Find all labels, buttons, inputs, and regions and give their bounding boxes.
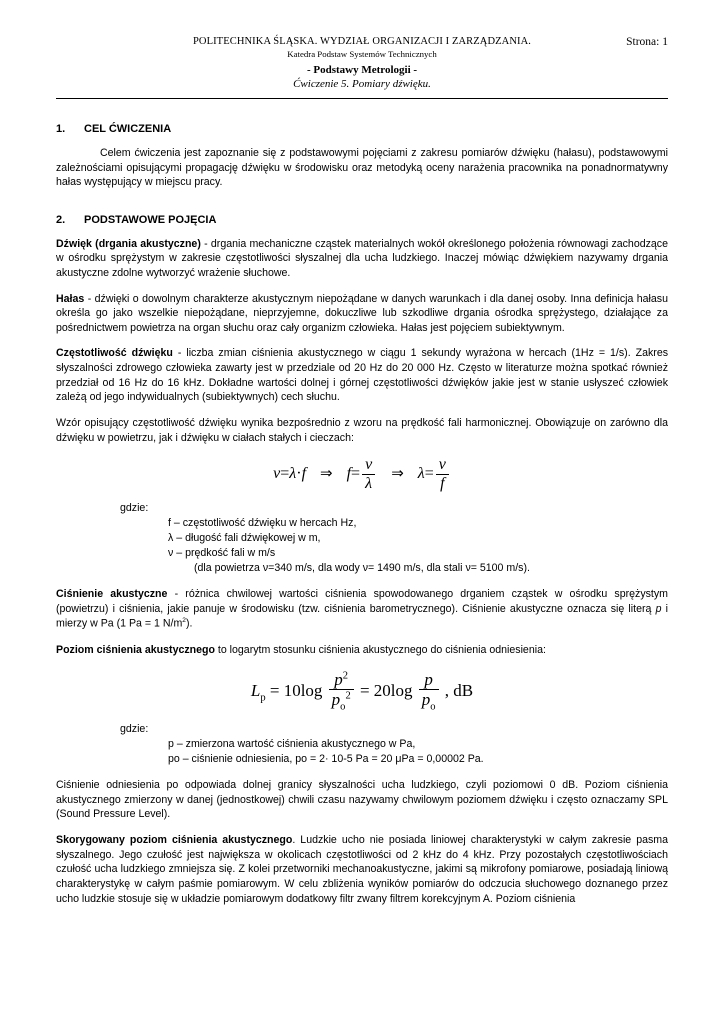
eq1-equals-2: = [351,465,361,483]
term-dzwiek [56,237,668,281]
legend-1-item-1: λ – długość fali dźwiękowej w m, [168,532,321,545]
eq2-L-subscript: p [260,692,266,704]
term-dzwiek-text: - drgania mechaniczne cząstek materialnych wokół określonego położenia równowagi zachodzące w ośrodku sprężystym w zakresie częstotliwości słyszalnej dla ucha ludzkiego. Inaczej mówiąc dźwiękiem nazywamy drgania akustyczne zdolne wytworzyć wrażenie słuchowe. [56,237,668,280]
eq2-log-2: log [390,681,413,701]
legend-1-item-0: f – częstotliwość dźwięku w hercach Hz, [168,517,357,530]
eq1-f2: f [346,465,352,483]
eq1-fraction-2 [436,457,449,492]
term-halas [56,292,668,336]
eq2-unit: , dB [444,681,474,701]
legend-1-subnote: (dla powietrza ν=340 m/s, dla wody ν= 1490 m/s, dla stali ν= 5100 m/s). [194,562,530,575]
term-halas-text: - dźwięki o dowolnym charakterze akustycznym niepożądane w danych warunkach i dla danej osoby. Inna definicja hałasu określa go jako wszelkie niepożądane, nieprzyjemne, dokuczliwe lub szkodliwe drgania ośrodka sprężystego, działające za pośrednictwem powietrza na organ słuchu oraz cały organizm człowieka. Hałas jest pojęciem subiektywnym. [56,292,668,334]
eq1-lambda2: λ [417,465,425,483]
term-czestotliwosc-text: - liczba zmian ciśnienia akustycznego w ciągu 1 sekundy wyrażona w hercach (1Hz = 1/s). Zakres słyszalności zdrowego człowieka zawarty jest w przedziale od 20 Hz do 20 000 Hz. Często w literaturze można spotkać również przedział od 16 Hz do 16 kHz. Dokładne wartości dolnej i górnej częstotliwości dźwięków jakie jest w stanie usłyszeć człowiek zależą od jego indywidualnych (subiektywnych) cech słuchu. [56,347,669,404]
term-cisnienie-text-a: - różnica chwilowej wartości ciśnienia spowodowanego drganiem cząstek w ośrodku sprężystym (powietrzu) i ciśnienia, jakie panuje w środowisku (tzw. ciśnienia barometrycznego). Ciśnienie akustyczne oznacza się literą [56,588,668,615]
eq2-den2: p [421,690,431,710]
exercise-title: Ćwiczenie 5. Pomiary dźwięku. [293,78,431,90]
term-skorygowany-label: Skorygowany poziom ciśnienia akustycznego [56,834,293,847]
eq2-num2: p [424,670,433,690]
section-heading-2 [56,214,668,226]
legend-2-list [168,737,668,767]
equation-sound-pressure-level [56,671,668,713]
term-poziom-label: Poziom ciśnienia akustycznego [56,643,215,656]
legend-2-item-1: po – ciśnienie odniesienia, po = 2· 10-5 Pa = 20 μPa = 0,00002 Pa. [168,753,484,766]
eq1-arrow-2: ⇒ [391,466,404,483]
section-title-2: PODSTAWOWE POJĘCIA [84,213,217,226]
eq1-v: v [273,465,281,483]
eq2-L: L [250,681,261,701]
eq2-den1: p [331,690,341,710]
eq2-twenty: 20 [373,681,391,701]
course-title: - Podstawy Metrologii - [306,64,418,76]
term-halas-label: Hałas [56,292,85,305]
section-1-paragraph: Celem ćwiczenia jest zapoznanie się z podstawowymi pojęciami z zakresu pomiarów dźwięku (hałasu), podstawowymi zależnościami opisującymi propagację dźwięku w środowisku oraz metodyką oceny narażenia pracownika na ponadnormatywny hałas występujący w miejscu pracy. [56,147,668,189]
eq2-den1-sup: 2 [345,690,351,702]
equation-wave-speed [56,457,668,492]
eq2-equals-1: = [269,681,280,701]
eq1-fraction-1 [362,457,375,492]
eq1-frac2-numerator: v [436,457,449,475]
term-cisnienie-label: Ciśnienie akustyczne [56,588,168,601]
eq2-equals-2: = [359,681,370,701]
section-number-1: 1. [56,123,66,135]
formula-intro: Wzór opisujący częstotliwość dźwięku wynika bezpośrednio z wzoru na prędkość fali harmonicznej. Obowiązuje on zarówno dla dźwięku w powietrzu, jak i dźwięku w ciałach stałych i cieczach: [56,416,668,444]
eq1-f: f [301,465,307,483]
legend-2-item-0: p – zmierzona wartość ciśnienia akustycznego w Pa, [168,738,416,751]
eq2-den2-sub: o [430,701,436,713]
term-cisnienie-text-c: ). [185,618,193,631]
term-skorygowany-text: . Ludzkie ucho nie posiada liniowej charakterystyki w całym zakresie pasma słyszalnego. Jego czułość jest największa w okolicach częstotliwości od 2 kHz do 4 kHz. Przy pozostałych częstotliwościach czułość ucha ludzkiego zmniejsza się. Z kolei przetworniki mechanoakustyczne, jakimi są mikrofony pomiarowe, posiadają liniową charakterystykę w całym paśmie pomiarowym. W celu zbliżenia wyników pomiarów do odczucia słuchowego doznanego przez ucho ludzkie stosuje się w układzie pomiarowym dodatkowy filtr zwany filtrem korekcyjnym A. Poziom ciśnienia [56,834,668,905]
eq1-frac1-numerator: v [362,457,375,475]
term-cisnienie [56,587,668,631]
eq2-ten: 10 [283,681,301,701]
eq2-num1: p [334,670,343,690]
legend-2-label: gdzie: [120,723,149,736]
eq2-den1-sub: o [340,701,346,713]
eq2-fraction-2 [419,671,439,713]
page-number: Strona: 1 [626,36,668,48]
term-czestotliwosc-label: Częstotliwość dźwięku [56,347,173,360]
term-skorygowany [56,833,668,906]
section-title-1: CEL ĆWICZENIA [84,123,172,135]
legend-1-label: gdzie: [120,502,149,515]
term-cisnienie-text-b: i mierzy w Pa (1 Pa = 1 N/m [56,602,669,631]
reference-pressure-paragraph: Ciśnienie odniesienia po odpowiada dolnej granicy słyszalności ucha ludzkiego, czyli poziomowi 0 dB. Poziom ciśnienia akustycznego zmierzony w danej (jednostkowej) chwili czasu nazywamy chwilowym poziomem dźwięku i często oznaczamy SPL (Sound Pressure Level). [56,779,668,821]
department-line: Katedra Podstaw Systemów Technicznych [287,49,437,59]
term-poziom [56,643,668,658]
eq2-fraction-1 [329,671,354,713]
institution-line: POLITECHNIKA ŚLĄSKA. WYDZIAŁ ORGANIZACJI I ZARZĄDZANIA. [192,36,532,47]
legend-1-item-2: ν – prędkość fali w m/s [168,547,276,560]
eq2-log-1: log [300,681,323,701]
eq1-frac2-denominator: f [440,475,445,493]
term-cisnienie-symbol: p [655,602,662,615]
term-cisnienie-exponent: 2 [182,617,186,625]
eq2-num1-sup: 2 [342,670,349,682]
eq1-equals: = [280,465,290,483]
section-heading-1 [56,123,668,135]
term-czestotliwosc [56,346,668,404]
eq1-equals-3: = [424,465,434,483]
term-dzwiek-label: Dźwięk (drgania akustyczne) [56,237,201,250]
eq1-arrow-1: ⇒ [320,466,333,483]
header-divider [56,98,668,99]
eq1-lambda: λ [289,465,297,483]
legend-1-list [168,516,668,576]
eq1-dot: · [296,465,302,483]
term-poziom-text: to logarytm stosunku ciśnienia akustycznego do ciśnienia odniesienia: [214,643,546,656]
document-header [56,36,668,90]
section-number-2: 2. [56,213,66,226]
eq1-frac1-denominator: λ [365,475,373,493]
